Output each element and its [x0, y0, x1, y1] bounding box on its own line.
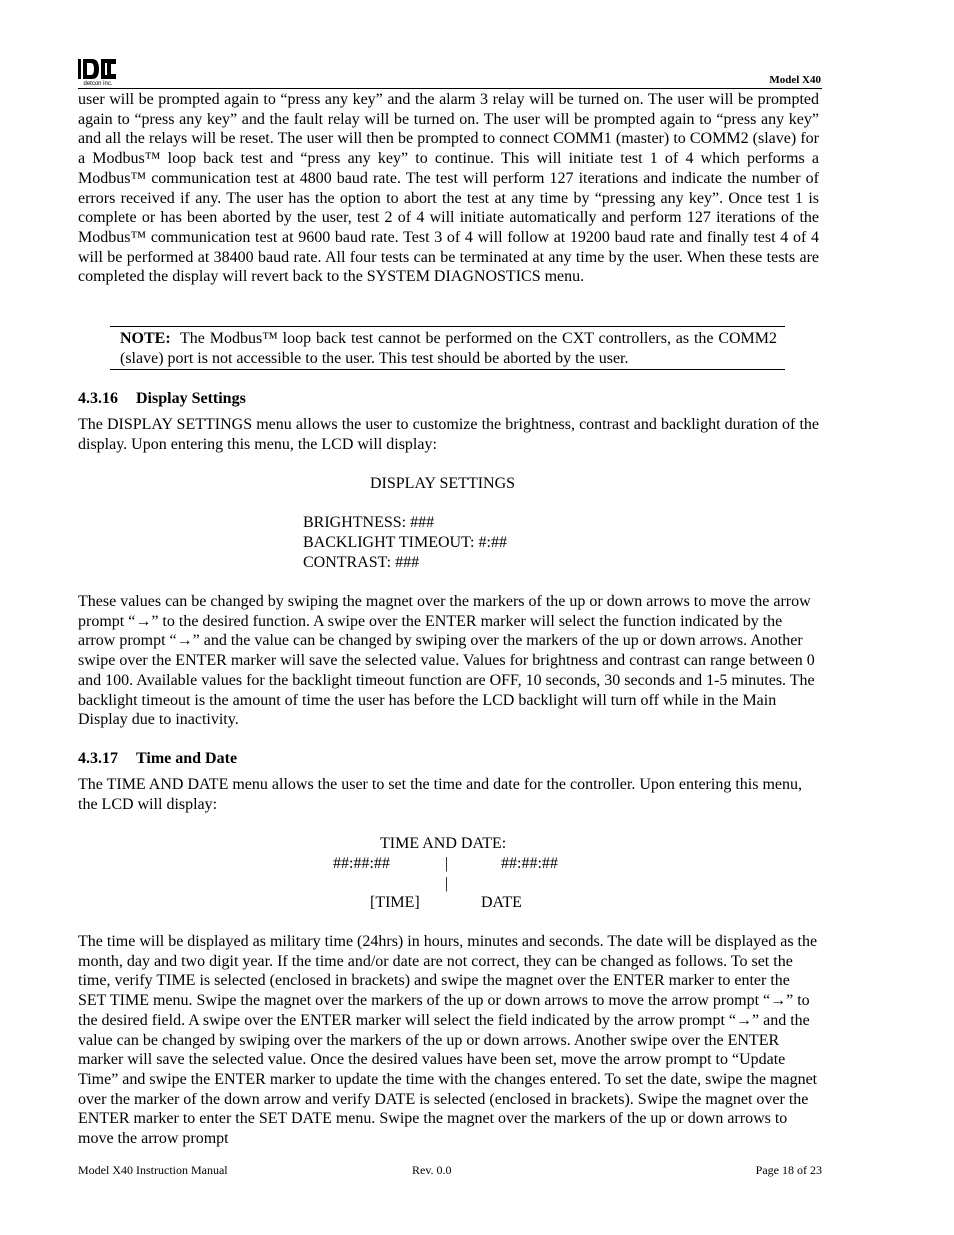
note-text: The Modbus™ loop back test cannot be performed on the CXT controllers, as the COMM2 (slave) port is not accessible to the user. This test should be aborted by the user. [120, 330, 777, 367]
paragraph-display-settings-usage: These values can be changed by swiping the magnet over the markers of the up or down arrows to move the arrow prompt “→” to the desired function. A swipe over the ENTER marker will select the function indicated by the arrow prompt “→” and the value can be changed by swiping over the markers of the up or down arrows. Another swipe over the ENTER marker will save the selected value. Values for brightness and contrast can range between 0 and 100. Available values for the backlight timeout function are OFF, 10 seconds, 30 seconds and 1-5 minutes. The backlight timeout is the amount of time the user has before the LCD backlight will turn off while in the Main Display due to inactivity. [78, 593, 815, 729]
footer-revision: Rev. 0.0 [412, 1163, 452, 1177]
paragraph-time-date-intro: The TIME AND DATE menu allows the user to set the time and date for the controller. Upon entering this menu, the LCD will display: [78, 776, 802, 813]
section-heading-display-settings [78, 389, 246, 408]
lcd-time-label: [TIME] [370, 894, 420, 911]
paragraph-time-date-usage: The time will be displayed as military time (24hrs) in hours, minutes and seconds. The date will be displayed as the month, day and two digit year. If the time and/or date are not correct, they can be changed as follows. To set the time, verify TIME is selected (enclosed in brackets) and swipe the magnet over the ENTER marker to enter the SET TIME menu. Swipe the magnet over the markers of the up or down arrows to move the arrow prompt “→” to the desired field. A swipe over the ENTER marker will select the field indicated by the arrow prompt “→” and the value can be changed by swiping over the markers of the up or down arrows. Another swipe over the ENTER marker will save the selected value. Once the desired values have been set, move the arrow prompt to “Update Time” and swipe the ENTER marker to update the time with the changes entered. To set the date, swipe the magnet over the marker of the down arrow and verify DATE is selected (enclosed in brackets). Swipe the magnet over the ENTER marker to enter the SET DATE menu. Swipe the magnet over the markers of the up or down arrows to move the arrow prompt [78, 933, 818, 1148]
footer-page-number: Page 18 of 23 [755, 1163, 822, 1177]
lcd-date-label: DATE [481, 894, 522, 911]
logo-text: detcon inc. [83, 81, 113, 87]
lcd-contrast: CONTRAST: ### [303, 554, 420, 571]
lcd-display-settings-title: DISPLAY SETTINGS [370, 475, 516, 492]
lcd-time-value: ##:##:## [333, 855, 390, 872]
lcd-backlight-timeout: BACKLIGHT TIMEOUT: #:## [303, 534, 507, 551]
note-box [110, 326, 785, 370]
lcd-brightness: BRIGHTNESS: ### [303, 514, 435, 531]
lcd-date-value: ##:##:## [501, 855, 558, 872]
detcon-logo-mark [78, 56, 118, 82]
lcd-time-date-title: TIME AND DATE: [380, 835, 507, 852]
header-divider [78, 88, 822, 89]
section-heading-time-and-date [78, 749, 237, 768]
section-number: 4.3.17 [78, 750, 118, 767]
lcd-separator: | [445, 855, 449, 872]
paragraph-diagnostics-continued: user will be prompted again to “press any key” and the alarm 3 relay will be turned on. The user will be prompted again to “press any key” and the fault relay will be turned on. The user will be prompted again to “press any key” and all the relays will be reset. The user will then be prompted to connect COMM1 (master) to COMM2 (slave) for a Modbus™ loop back test and “press any key” to continue. This will initiate test 1 of 4 which performs a Modbus™ communication test at 4800 baud rate. The test will perform 127 iterations and indicate the number of errors received if any. The user has the option to abort the test at any time by “pressing any key”. Once test 1 is complete or has been aborted by the user, test 2 of 4 will initiate automatically and perform 127 iterations of the Modbus™ communication test at 9600 baud rate. Test 3 of 4 will follow at 19200 baud rate and finally test 4 of 4 will be performed at 38400 baud rate. All four tests can be terminated at any time by the user. When these tests are completed the display will revert back to the SYSTEM DIAGNOSTICS menu. [78, 91, 819, 286]
section-title: Time and Date [136, 750, 238, 767]
detcon-logo [78, 56, 118, 90]
footer-manual-title: Model X40 Instruction Manual [78, 1163, 228, 1177]
section-title: Display Settings [136, 390, 246, 407]
header-model: Model X40 [769, 74, 821, 86]
lcd-separator: | [445, 875, 449, 892]
note-label: NOTE: [120, 330, 171, 347]
section-number: 4.3.16 [78, 390, 118, 407]
paragraph-display-settings-intro: The DISPLAY SETTINGS menu allows the user to customize the brightness, contrast and backlight duration of the display. Upon entering this menu, the LCD will display: [78, 416, 819, 453]
